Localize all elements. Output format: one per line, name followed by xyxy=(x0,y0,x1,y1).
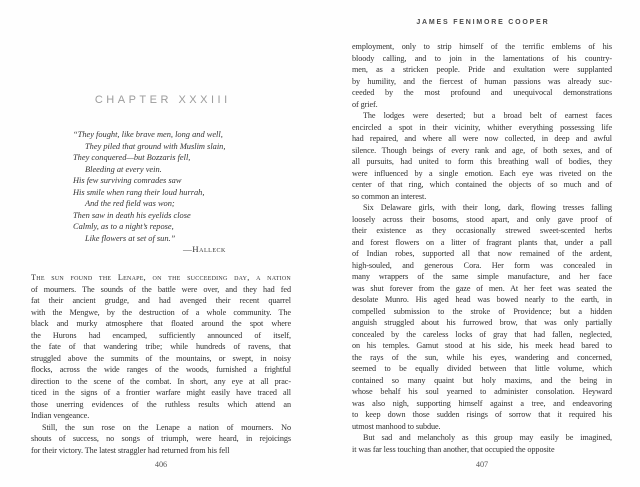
poem-line: Bleeding at every vein. xyxy=(85,164,162,174)
text-line: ticed in the signs of a frontier warfare might easily have traced all xyxy=(31,388,291,397)
text-line: encircled a spot in their vicinity, whither everything possessing life xyxy=(352,122,612,132)
paragraph xyxy=(31,272,291,422)
poem-epigraph xyxy=(73,129,291,244)
paragraph xyxy=(352,41,612,110)
poem-line: They conquered—but Bozzaris fell, xyxy=(73,153,191,162)
text-line: Six Delaware girls, with their long, dark, flowing tresses falling xyxy=(363,203,612,212)
text-line: all pursuits, had united to form this breathing wall of bodies, they xyxy=(352,157,612,166)
poem-line: And the red field was won; xyxy=(85,199,175,208)
text-line: was also nigh, supporting himself against a tree, and endeavoring xyxy=(352,398,612,408)
left-page-text xyxy=(31,272,291,456)
right-page-number: 407 xyxy=(475,460,489,469)
text-line: anguish struggled about his furrowed brow, that was only partially xyxy=(352,318,612,327)
chapter-title: CHAPTER XXXIII xyxy=(94,94,231,106)
text-line: the Hurons had encamped, sufficiently announced of itself, xyxy=(31,330,291,340)
text-line: fat their ancient grudge, and had avenged their recent quarrel xyxy=(31,296,291,305)
text-line: compelled submission to the stroke of Providence; but a hidden xyxy=(352,306,612,316)
right-page xyxy=(352,0,612,487)
running-header: JAMES FENIMORE COOPER xyxy=(416,19,550,26)
text-line: on his temples. Gamut stood at his side, his meek head bared to xyxy=(352,341,612,350)
text-line: high-souled, and generous Cora. Her form was concealed in xyxy=(352,260,612,270)
poem-line: Then saw in death his eyelids close xyxy=(73,210,191,220)
text-line: Still, the sun rose on the Lenape a nation of mourners. No xyxy=(42,422,291,432)
paragraph xyxy=(352,110,612,202)
left-page-number: 406 xyxy=(154,460,168,469)
text-line: the rays of the sun, while his eyes, wandering and concerned, xyxy=(352,352,612,362)
text-line: for their victory. The latest straggler had returned from his fell xyxy=(31,445,230,455)
text-line: of mourners. The sounds of the battle were over, and they had fed xyxy=(31,284,291,294)
text-line: utmost manhood to subdue. xyxy=(352,421,441,431)
text-line: concealed by the careless locks of gray that had fallen, neglected, xyxy=(352,329,612,339)
text-line: of Indian robes, supported all that now remained of the ardent, xyxy=(352,249,612,258)
text-line: loosely across their bosoms, stood apart, and only gave proof of xyxy=(352,214,612,224)
poem-line: They piled that ground with Muslim slain, xyxy=(85,141,226,151)
text-line: and forest flowers on a litter of fragrant plants that, under a pall xyxy=(352,237,612,247)
poem-line: Like flowers at set of sun.” xyxy=(85,233,176,243)
text-line: ceeded by the most profound and unequivocal demonstrations xyxy=(352,88,612,97)
text-line: The lodges were deserted; but a broad belt of earnest faces xyxy=(363,111,612,120)
text-line: their existence as they occasionally strewed sweet-scented herbs xyxy=(352,226,612,235)
text-line: direction to the scene of the combat. In short, any eye at all prac- xyxy=(31,376,291,386)
paragraph xyxy=(31,422,291,457)
text-line: Indian vengeance. xyxy=(31,411,90,420)
text-line: bloody calling, and to join in the lamentations of his country- xyxy=(352,53,612,63)
text-line: But sad and melancholy as this group may easily be imagined, xyxy=(363,433,612,442)
text-line: desolate Munro. His aged head was bowed nearly to the earth, in xyxy=(352,295,612,304)
right-page-text xyxy=(352,41,612,455)
text-line: was shut forever from the gaze of men. At her feet was seated the xyxy=(352,283,612,293)
paragraph xyxy=(352,432,612,455)
text-line: with the Mengwe, by the destruction of a whole community. The xyxy=(31,307,291,317)
text-line: whose behalf his soul yearned to administer consolation. Heyward xyxy=(352,387,612,396)
text-line: The sun found the Lenape, on the succeeding day, a nation xyxy=(31,273,291,282)
text-line: seemed to be equally divided between that little volume, which xyxy=(352,364,612,373)
text-line: by humility, and the fiercest of human passions was already suc- xyxy=(352,76,612,86)
text-line: center of that ring, which contained the objects of so much and of xyxy=(352,180,612,189)
text-line: it was far less touching than another, that occupied the opposite xyxy=(352,444,555,454)
text-line: were influenced by a single emotion. Each eye was riveted on the xyxy=(352,168,612,178)
paragraph xyxy=(352,202,612,432)
text-line: shouts of success, no songs of triumph, were heard, in rejoicings xyxy=(31,434,291,443)
text-line: many wrappers of the same simple manufacture, and her face xyxy=(352,272,612,281)
text-line: flocks, across the wide ranges of the woods, furnished a frightful xyxy=(31,365,291,374)
text-line: black and murky atmosphere that floated around the spot where xyxy=(31,319,291,328)
poem-line: “They fought, like brave men, long and well, xyxy=(73,130,223,139)
text-line: had repaired, and where all were now collected, in deep and awful xyxy=(352,134,612,143)
poem-attribution: —Halleck xyxy=(183,244,226,254)
text-line: contained so many quaint but holy maxims, and the being in xyxy=(352,375,612,385)
poem-line: His smile when rang their loud hurrah, xyxy=(73,187,205,197)
text-line: men, as a stricken people. Pride and exultation were supplanted xyxy=(352,65,612,74)
poem-line: Calmly, as to a night’s repose, xyxy=(73,222,174,231)
text-line: those unerring evidences of the ruthless results which attend an xyxy=(31,399,291,409)
text-line: the fate of that wandering tribe; while hundreds of ravens, that xyxy=(31,342,291,351)
text-line: employment, only to strip himself of the terrific emblems of his xyxy=(352,42,612,51)
text-line: silence. Though beings of every rank and age, of both sexes, and of xyxy=(352,145,612,155)
text-line: struggled above the summits of the mountains, or swept, in noisy xyxy=(31,353,291,363)
text-line: so common an interest. xyxy=(352,191,427,201)
text-line: of grief. xyxy=(352,99,378,109)
text-line: to keep down those sudden risings of sorrow that it required his xyxy=(352,410,612,419)
poem-line: His few surviving comrades saw xyxy=(73,176,182,185)
left-page xyxy=(31,0,291,487)
